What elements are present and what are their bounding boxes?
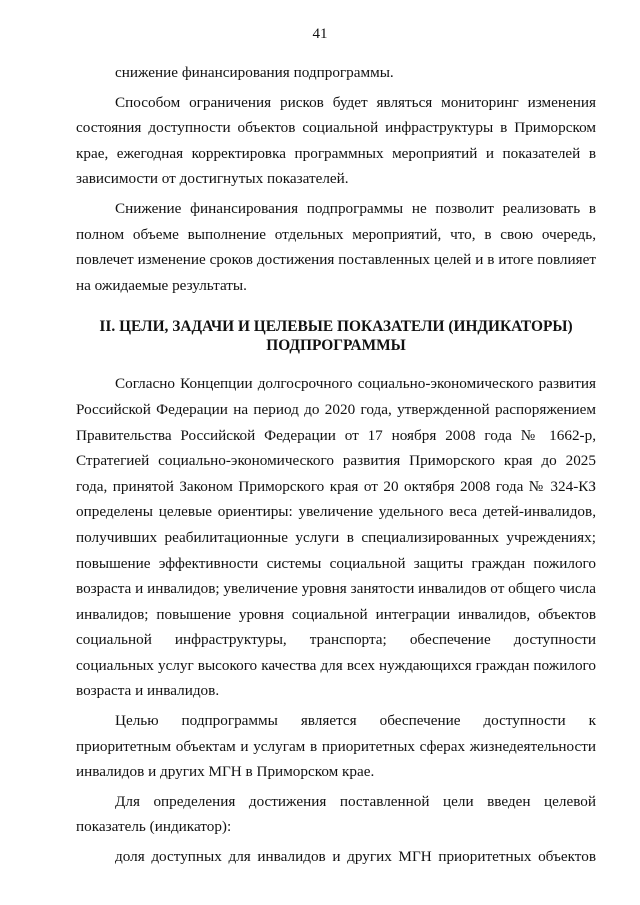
paragraph-concept-targets: Согласно Концепции долгосрочного социально-экономического развития Российской Федерации на период до 2020 года, утвержденной распоряжением Правительства Российской Федерации от 17 ноября 2008 года № 1662-р, Стратегией социально-экономического развития Приморского края до 2025 года, принятой Законом Приморского края от 20 октября 2008 года № 324-КЗ определены целевые ориентиры: увеличение удельного веса детей-инвалидов, получивших реабилитационные услуги в специализированных учреждениях; повышение эффективности системы социальной защиты граждан пожилого возраста и инвалидов; увеличение уровня занятости инвалидов от общего числа инвалидов; повышение уровня социальной интеграции инвалидов, объектов социальной инфраструктуры, транспорта; обеспечение доступности социальных услуг высокого качества для всех нуждающихся граждан пожилого возраста и инвалидов. bbox=[76, 375, 596, 700]
page-number: 41 bbox=[312, 26, 328, 42]
section-heading bbox=[76, 317, 596, 355]
page-body bbox=[76, 60, 596, 870]
paragraph-funding-consequences: Снижение финансирования подпрограммы не позволит реализовать в полном объеме выполнение отдельных мероприятий, что, в свою очередь, повлечет изменение сроков достижения поставленных целей и в итоге повлияет на ожидаемые результаты. bbox=[76, 199, 596, 294]
paragraph-funding-reduction-tail: снижение финансирования подпрограммы. bbox=[115, 64, 394, 81]
section-heading-line-2: ПОДПРОГРАММЫ bbox=[266, 337, 406, 355]
paragraph-indicator-start: доля доступных для инвалидов и других МГН приоритетных объектов bbox=[115, 848, 596, 866]
paragraph-indicator-intro: Для определения достижения поставленной цели введен целевой показатель (индикатор): bbox=[76, 792, 596, 836]
section-heading-line-1: II. ЦЕЛИ, ЗАДАЧИ И ЦЕЛЕВЫЕ ПОКАЗАТЕЛИ (ИНДИКАТОРЫ) bbox=[99, 318, 573, 336]
paragraph-subprogram-goal: Целью подпрограммы является обеспечение доступности к приоритетным объектам и услугам в приоритетных сферах жизнедеятельности инвалидов и других МГН в Приморском крае. bbox=[76, 712, 596, 781]
paragraph-risk-mitigation: Способом ограничения рисков будет являться мониторинг изменения состояния доступности объектов социальной инфраструктуры в Приморском крае, ежегодная корректировка программных мероприятий и показателей в зависимости от достигнутых показателей. bbox=[76, 93, 596, 188]
